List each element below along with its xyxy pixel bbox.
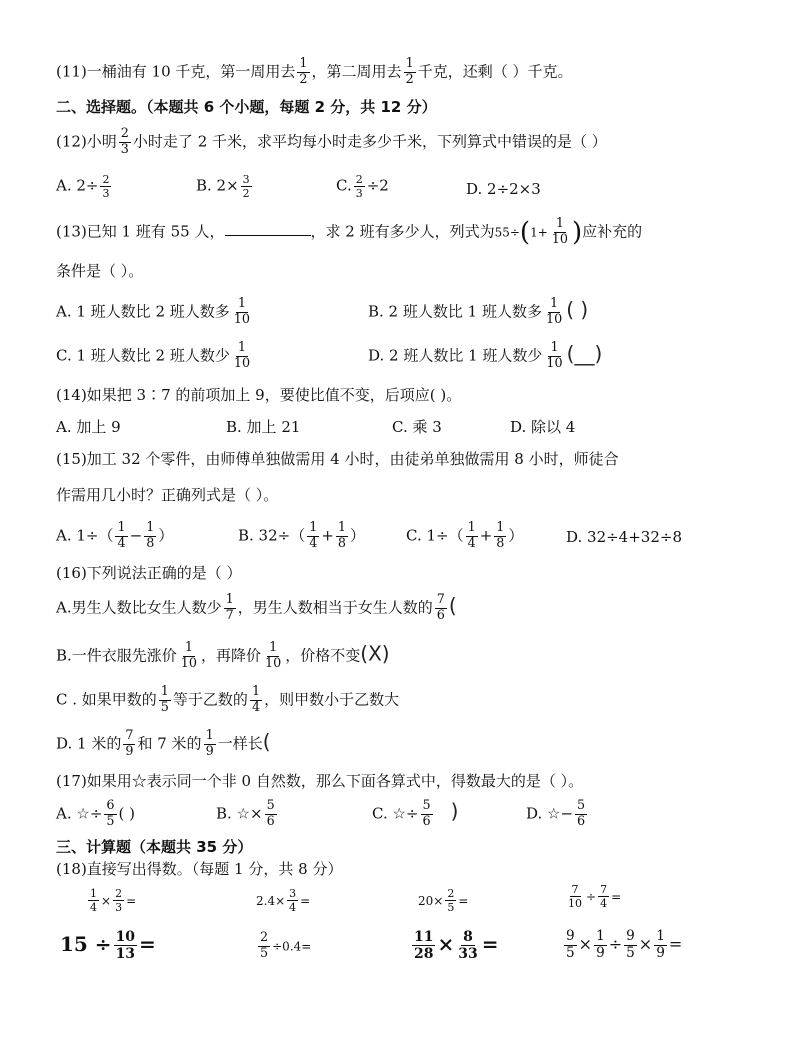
q12-option-b: [196, 174, 254, 199]
q18-e8-an: 9: [566, 928, 575, 944]
q16-a-f1-den: 7: [225, 607, 234, 623]
q18-e7-frac-b: [456, 930, 479, 961]
q18-e7-ad: 28: [414, 946, 434, 962]
q18-e1-ad: 4: [90, 901, 97, 914]
q17-option-c: [372, 800, 458, 829]
q18-e3-frac: [445, 888, 456, 913]
q18-e4-bn: 7: [600, 883, 608, 896]
q18-e3-pre: 20×: [418, 894, 444, 908]
q16-a-f2-den: 6: [436, 607, 445, 623]
q11-f1-num: 1: [299, 56, 308, 71]
q17-c-t: C. ☆÷: [372, 804, 419, 823]
q15-a-f2-num: 1: [146, 520, 155, 535]
q13-b-num: 1: [550, 296, 559, 311]
question-16: (16)下列说法正确的是（ ）: [56, 564, 242, 582]
q13-expr-num: 1: [555, 216, 564, 231]
q17-d-num: 5: [577, 798, 586, 813]
question-18: (18)直接写出得数。（每题 1 分，共 8 分）: [56, 860, 343, 878]
q13-expr-2: 1+: [530, 225, 548, 240]
q13-c-den: 10: [233, 355, 251, 371]
q18-e1-eq: =: [126, 894, 137, 908]
q18-e1-frac-b: [113, 888, 124, 913]
q13-paren-open: (: [519, 217, 531, 248]
q17-b-t: B. ☆×: [216, 804, 263, 823]
q18-e8-dn: 1: [656, 928, 665, 944]
q17-c-frac: [421, 800, 433, 829]
q16-option-b: [56, 642, 390, 671]
q16-c-f2-den: 4: [251, 699, 261, 715]
q17-a-num: 6: [106, 798, 115, 813]
q16-b-t2: ，再降价: [201, 646, 262, 665]
q11-fraction-1: [297, 58, 309, 87]
q18-e6-post: ÷0.4=: [272, 939, 312, 954]
q16-c-f1-den: 5: [160, 699, 169, 715]
q18-e7-eq: =: [481, 932, 499, 956]
q15-b-f1-den: 4: [309, 535, 318, 551]
q18-expr-1: [86, 888, 136, 913]
q18-e4-op: ÷: [586, 890, 597, 904]
q13-blank: [225, 221, 311, 236]
q11-f1-den: 2: [299, 71, 308, 87]
q18-e8-eq: =: [668, 934, 683, 954]
q17-c-mark: ): [450, 799, 459, 824]
q13-d-num: 1: [550, 340, 559, 355]
q13-a-num: 1: [237, 296, 246, 311]
q17-option-a: [56, 800, 135, 829]
q13-option-d: [368, 342, 602, 371]
q18-e1-bd: 3: [115, 901, 123, 914]
q18-e8-frac-b: [594, 930, 607, 960]
q13-c-text: C. 1 班人数比 2 班人数少: [56, 346, 230, 365]
q15-a-t3: ）: [158, 526, 174, 545]
q16-d-mark: (: [262, 729, 271, 754]
q13-b-text: B. 2 班人数比 1 班人数多: [368, 302, 542, 321]
q16-a-frac-1: [224, 594, 236, 623]
q12-c-text: C.: [336, 176, 352, 195]
q16-c-t2: 等于乙数的: [172, 690, 248, 709]
q16-d-t2: 和 7 米的: [137, 734, 202, 753]
q18-e8-frac-c: [624, 930, 637, 960]
q16-b-mark: (X): [360, 641, 390, 666]
q15-c-f1-num: 1: [467, 520, 476, 535]
q18-e8-cd: 5: [626, 944, 635, 961]
q13-a-den: 10: [233, 311, 250, 327]
question-15-line-1: (15)加工 32 个零件，由师傅单独做需用 4 小时，由徒弟单独做需用 8 小时，师徒合: [56, 450, 619, 468]
q18-e1-frac-a: [88, 888, 99, 913]
q18-e3-eq: =: [458, 894, 469, 908]
q18-e7-an: 11: [414, 929, 434, 945]
q13-option-c: [56, 342, 254, 371]
q18-e1-an: 1: [90, 887, 97, 900]
q18-e1-bn: 2: [115, 887, 123, 900]
q18-e8-op2: ÷: [608, 934, 623, 954]
q11-text-a: (11)一桶油有 10 千克，第一周用去: [56, 62, 296, 81]
section-2-heading: 二、选择题。（本题共 6 个小题，每题 2 分，共 12 分）: [56, 98, 437, 116]
q16-b-frac-2: [263, 642, 283, 671]
q18-e8-frac-a: [564, 930, 577, 960]
q13-paren-close: ): [572, 217, 583, 248]
q14-option-c: C. 乘 3: [392, 418, 442, 436]
q15-c-frac-2: [494, 522, 506, 551]
q18-e4-eq: =: [611, 890, 622, 904]
q13-expr-1: 55÷: [494, 225, 520, 240]
q12-a-den: 3: [102, 187, 110, 200]
q16-d-frac-1: [123, 730, 135, 759]
q16-a-t1: A.男生人数比女生人数少: [56, 598, 222, 617]
q18-e5-eq: =: [139, 932, 156, 956]
q12-option-a: [56, 174, 113, 199]
q17-b-frac: [265, 800, 277, 829]
q18-e7-bn: 8: [463, 929, 473, 945]
question-12: [56, 128, 607, 157]
q15-a-f2-den: 8: [146, 535, 155, 551]
q12-b-den: 2: [242, 187, 250, 200]
q18-e5-frac: [114, 930, 137, 961]
q12-c-den: 3: [355, 187, 363, 200]
q16-b-t1: B.一件衣服先涨价: [56, 646, 177, 665]
q13-text-c: 应补充的: [582, 222, 643, 241]
q16-a-f2-num: 7: [436, 592, 445, 607]
q16-b-frac-1: [179, 642, 199, 671]
q12-a-text: A. 2÷: [56, 176, 99, 195]
q18-e2-eq: =: [300, 894, 311, 908]
q17-b-den: 6: [266, 813, 275, 829]
q12-text-b: 小时走了 2 千米，求平均每小时走多少千米，下列算式中错误的是（ ）: [132, 132, 607, 151]
q16-c-frac-2: [250, 686, 262, 715]
q13-expr-fraction: [550, 218, 570, 247]
q15-c-t1: C. 1÷（: [406, 526, 464, 545]
q15-a-t1: A. 1÷（: [56, 526, 114, 545]
q17-a-den: 5: [106, 813, 115, 829]
q13-text-b: ，求 2 班有多少人，列式为: [310, 222, 495, 241]
q18-e7-frac-a: [412, 930, 435, 961]
q13-line-2: 条件是（ ）。: [56, 262, 144, 280]
q12-a-num: 2: [102, 173, 110, 186]
q15-b-f1-num: 1: [309, 520, 318, 535]
q13-a-fraction: [232, 298, 252, 327]
q17-a-mark: ( ): [118, 804, 135, 823]
q15-b-t3: ）: [350, 526, 366, 545]
q18-e1-op: ×: [101, 894, 112, 908]
q12-text-a: (12)小明: [56, 132, 117, 151]
q15-option-d: D. 32÷4+32÷8: [566, 528, 682, 546]
q11-text-c: 千克，还剩（ ）千克。: [417, 62, 573, 81]
handwritten-paren: (__): [566, 341, 603, 366]
q18-e3-bn: 2: [447, 887, 455, 900]
question-17: (17)如果用☆表示同一个非 0 自然数，那么下面各算式中，得数最大的是（ ）。: [56, 772, 584, 790]
q13-b-fraction: [544, 298, 564, 327]
q16-b-f1-num: 1: [184, 640, 193, 655]
question-13: [56, 218, 642, 247]
q16-a-t2: ，男生人数相当于女生人数的: [237, 598, 433, 617]
q16-c-f1-num: 1: [160, 684, 169, 699]
q12-b-text: B. 2×: [196, 176, 239, 195]
q18-e8-cn: 9: [626, 928, 635, 944]
q16-b-t3: ，价格不变: [285, 646, 361, 665]
q16-d-f1-den: 9: [125, 743, 134, 759]
q17-option-d: [526, 800, 589, 829]
q18-e8-op3: ×: [638, 934, 653, 954]
q16-b-f2-den: 10: [265, 655, 282, 671]
q18-expr-8: [562, 930, 682, 960]
q15-a-frac-2: [144, 522, 156, 551]
q16-a-f1-num: 1: [225, 592, 234, 607]
q16-d-f2-num: 1: [205, 728, 214, 743]
q16-option-d: [56, 730, 271, 759]
q16-b-f2-num: 1: [269, 640, 278, 655]
q18-e6-an: 2: [260, 930, 269, 945]
q13-a-text: A. 1 班人数比 2 班人数多: [56, 302, 230, 321]
q15-b-t1: B. 32÷（: [238, 526, 306, 545]
section-3-heading: 三、计算题（本题共 35 分）: [56, 838, 253, 856]
q16-a-mark: (: [448, 593, 457, 618]
q15-c-f1-den: 4: [467, 535, 476, 551]
q16-c-t3: ，则甲数小于乙数大: [264, 690, 400, 709]
q18-e5-bn: 10: [115, 929, 136, 945]
q18-e4-ad: 10: [568, 897, 582, 910]
q18-e8-op1: ×: [578, 934, 593, 954]
q12-f-den: 3: [120, 141, 129, 157]
q18-e8-ad: 5: [566, 944, 575, 961]
q18-e2-bn: 3: [289, 887, 297, 900]
q16-c-f2-num: 1: [251, 684, 261, 699]
q18-e2-frac: [287, 888, 298, 913]
q18-e2-bd: 4: [289, 901, 297, 914]
q12-fraction: [119, 128, 131, 157]
q17-c-num: 5: [422, 798, 431, 813]
q15-c-t2: +: [479, 526, 493, 545]
q15-c-frac-1: [466, 522, 478, 551]
q18-e4-an: 7: [571, 883, 579, 896]
q18-e2-pre: 2.4×: [256, 894, 286, 908]
q16-a-frac-2: [435, 594, 447, 623]
q14-option-b: B. 加上 21: [226, 418, 301, 436]
q18-e8-dd: 9: [656, 944, 665, 961]
q13-c-fraction: [232, 342, 252, 371]
q16-d-f1-num: 7: [125, 728, 134, 743]
q15-option-b: [238, 522, 365, 551]
q16-option-a: [56, 594, 457, 623]
q13-c-num: 1: [237, 340, 247, 355]
q11-f2-den: 2: [405, 71, 414, 87]
q15-option-c: [406, 522, 523, 551]
q12-option-c: [336, 174, 389, 199]
q16-d-t3: 一样长: [217, 734, 263, 753]
q13-option-b: [368, 298, 588, 327]
question-15-line-2: 作需用几小时？正确列式是（ ）。: [56, 486, 279, 504]
q16-c-t1: C . 如果甲数的: [56, 690, 157, 709]
q18-e8-bd: 9: [596, 944, 605, 961]
q15-c-t3: ）: [508, 526, 524, 545]
q13-option-a: [56, 298, 254, 327]
q17-d-t: D. ☆−: [526, 804, 574, 823]
q18-expr-4: [564, 884, 621, 909]
q15-b-f2-num: 1: [337, 520, 347, 535]
q12-a-fraction: [100, 174, 111, 199]
q16-b-f1-den: 10: [180, 655, 198, 671]
q15-b-f2-den: 8: [337, 535, 347, 551]
q11-text-b: ，第二周用去: [311, 62, 402, 81]
q17-d-frac: [575, 800, 587, 829]
q18-e5-pre: 15 ÷: [60, 932, 112, 956]
q16-c-frac-1: [159, 686, 171, 715]
q13-d-fraction: [544, 342, 564, 371]
q12-b-fraction: [241, 174, 252, 199]
q18-e7-bd: 33: [458, 946, 478, 962]
q18-expr-7: [410, 930, 499, 961]
q18-e5-bd: 13: [115, 946, 136, 962]
q15-c-f2-den: 8: [496, 535, 505, 551]
q12-c-fraction: [354, 174, 365, 199]
q18-expr-3: [418, 888, 468, 913]
q14-option-a: A. 加上 9: [56, 418, 121, 436]
q18-expr-5: [60, 930, 156, 961]
q15-c-f2-num: 1: [496, 520, 505, 535]
q15-b-t2: +: [321, 526, 334, 545]
q11-fraction-2: [404, 58, 416, 87]
q18-e3-bd: 5: [447, 901, 455, 914]
q13-expr-den: 10: [551, 231, 569, 247]
question-11: [56, 58, 572, 87]
q18-expr-2: [256, 888, 310, 913]
q18-expr-6: [256, 932, 311, 961]
q18-e8-frac-d: [654, 930, 667, 960]
q13-d-den: 10: [546, 355, 563, 371]
q18-e7-op: ×: [437, 932, 455, 956]
q12-b-num: 3: [242, 173, 250, 186]
q16-option-c: [56, 686, 399, 715]
q17-d-den: 6: [577, 813, 586, 829]
q15-a-frac-1: [115, 522, 127, 551]
q12-option-d: D. 2÷2×3: [466, 180, 541, 198]
q13-d-text: D. 2 班人数比 1 班人数少: [368, 346, 543, 365]
q17-option-b: [216, 800, 279, 829]
q18-e4-frac-a: [566, 884, 584, 909]
q18-e6-frac: [258, 932, 270, 961]
q18-e6-ad: 5: [260, 945, 269, 961]
q15-b-frac-2: [336, 522, 348, 551]
q15-a-f1-den: 4: [117, 535, 126, 551]
q16-d-f2-den: 9: [205, 743, 214, 759]
q17-a-frac: [104, 800, 116, 829]
q18-e4-bd: 4: [600, 897, 608, 910]
q17-c-den: 6: [422, 813, 431, 829]
q15-option-a: [56, 522, 173, 551]
q15-a-f1-num: 1: [117, 520, 126, 535]
handwritten-paren: ( ): [566, 297, 589, 322]
q12-c-num: 2: [355, 173, 363, 186]
question-14: (14)如果把 3∶7 的前项加上 9，要使比值不变，后项应( )。: [56, 386, 462, 404]
q18-e8-bn: 1: [596, 928, 605, 944]
q16-d-frac-2: [204, 730, 216, 759]
q18-e4-frac-b: [598, 884, 609, 909]
q14-option-d: D. 除以 4: [510, 418, 576, 436]
q17-a-t: A. ☆÷: [56, 804, 103, 823]
q12-c-text-2: ÷2: [366, 176, 389, 195]
q16-d-t1: D. 1 米的: [56, 734, 122, 753]
q12-f-num: 2: [120, 126, 129, 141]
q11-f2-num: 1: [405, 56, 414, 71]
q13-b-den: 10: [545, 311, 563, 327]
q15-a-t2: −: [129, 526, 143, 545]
q17-b-num: 5: [266, 798, 275, 813]
q15-b-frac-1: [307, 522, 319, 551]
q13-text-a: (13)已知 1 班有 55 人，: [56, 222, 225, 241]
